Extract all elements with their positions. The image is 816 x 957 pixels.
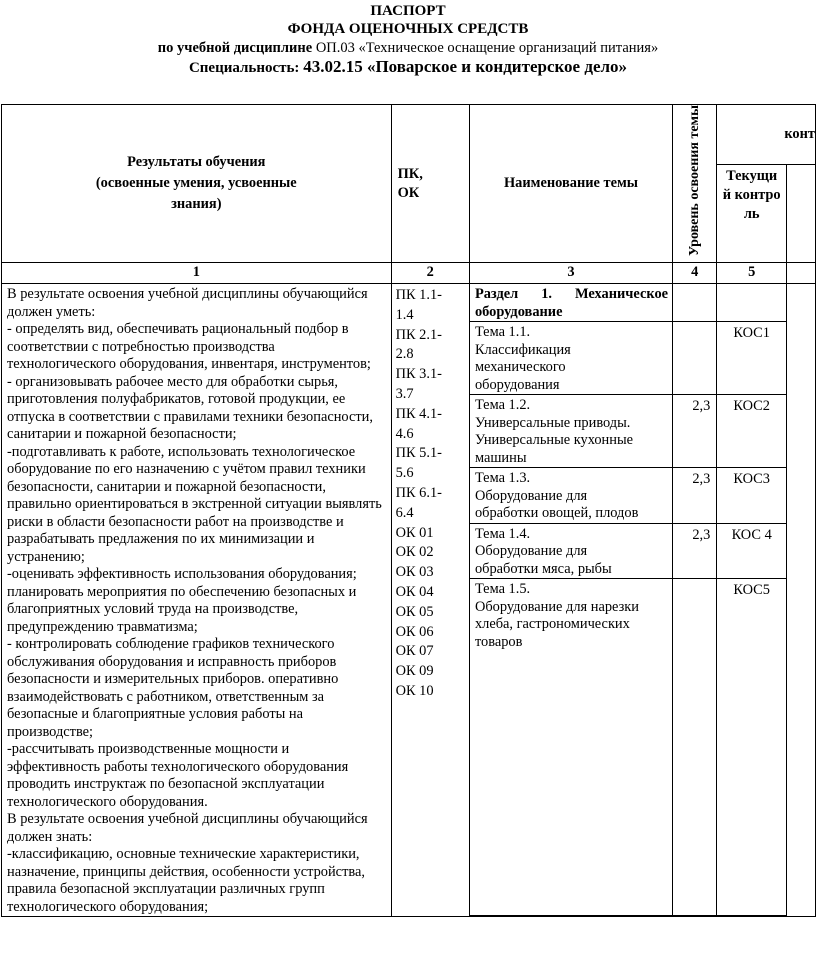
outcome-paragraph: -классификацию, основные технические характеристики, назначение, принципы действия, особенности устройства, правила безопасной эксплуатации различных групп технологического оборудования; bbox=[7, 846, 365, 915]
competency: ОК 01 bbox=[395, 524, 434, 541]
competency: ОК 07 bbox=[395, 643, 434, 660]
outcome-paragraph: -рассчитывать производственные мощности и эффективность работы технологического оборудования проводить инструктаж по безопасной эксплуатации технологического оборудования. bbox=[7, 741, 349, 810]
filler-cell bbox=[717, 916, 787, 917]
competency: ОК 02 bbox=[395, 544, 434, 561]
topic-cell: Тема 1.1. Классификация механического оборудования bbox=[469, 322, 672, 395]
competency: ОК 05 bbox=[395, 603, 434, 620]
assessment-table bbox=[1, 104, 816, 917]
outcome-paragraph: -оценивать эффективность использования оборудования; планировать мероприятия по обеспечению безопасных и благоприятных условий труда на производстве, предупреждению травматизма; bbox=[7, 566, 357, 635]
specialty-line bbox=[0, 57, 816, 77]
control-cell: КОС5 bbox=[717, 579, 787, 916]
competency: ОК 06 bbox=[395, 623, 434, 640]
outcome-paragraph: В результате освоения учебной дисциплины обучающийся должен уметь: bbox=[7, 286, 368, 320]
outcome-paragraph: - контролировать соблюдение графиков технического обслуживания оборудования и исправность приборов безопасности и измерительных приборов. оперативно взаимодействовать с работником, ответственным за безопасные и благоприятные условия работы на производстве; bbox=[7, 636, 339, 740]
col-number-empty bbox=[786, 263, 815, 284]
competency: 2.8 bbox=[395, 346, 414, 363]
competency: ПК 4.1- bbox=[395, 405, 442, 422]
control-cell bbox=[717, 284, 787, 322]
competency: ОК 10 bbox=[395, 682, 434, 699]
competency: 1.4 bbox=[395, 306, 414, 323]
discipline-value: ОП.03 «Техническое оснащение организаций питания» bbox=[315, 40, 659, 56]
col-number: 1 bbox=[2, 263, 392, 284]
control-cell: КОС2 bbox=[717, 395, 787, 468]
competency: ОК 03 bbox=[395, 564, 434, 581]
outcome-paragraph: - определять вид, обеспечивать рациональный подбор в соответствии с потребностью производства технологического оборудования, инвентаря, инструментов; bbox=[7, 321, 371, 372]
control-cell: КОС1 bbox=[717, 322, 787, 395]
competency: 6.4 bbox=[395, 504, 414, 521]
passport-title: ПАСПОРТ bbox=[370, 3, 446, 19]
competency: ПК 2.1- bbox=[395, 326, 442, 343]
competency: ПК 5.1- bbox=[395, 445, 442, 462]
outcome-paragraph: - организовывать рабочее место для обработки сырья, приготовления полуфабрикатов, готовой продукции, ее отпуска в соответствии с правилами техники безопасности, санитарии и пожарной безопасности; bbox=[7, 373, 373, 442]
topic-cell: Тема 1.4. Оборудование для обработки мяса, рыбы bbox=[469, 523, 672, 579]
header-topic: Наименование темы bbox=[469, 105, 672, 263]
competency: ПК 6.1- bbox=[395, 484, 442, 501]
topic-cell: Тема 1.2. Универсальные приводы. Универсальные кухонные машины bbox=[469, 395, 672, 468]
col-number: 5 bbox=[717, 263, 787, 284]
filler-cell bbox=[673, 916, 717, 917]
column-numbers-row bbox=[2, 263, 816, 284]
control-cell: КОС3 bbox=[717, 468, 787, 524]
specialty-label: Специальность: bbox=[188, 60, 300, 76]
level-cell bbox=[673, 322, 717, 395]
header-competencies: ПК, ОК bbox=[391, 105, 469, 263]
competency: ОК 04 bbox=[395, 583, 434, 600]
level-cell: 2,3 bbox=[673, 523, 717, 579]
level-cell bbox=[673, 284, 717, 322]
col-number: 4 bbox=[673, 263, 717, 284]
header-current-control: Текущий контроль bbox=[717, 165, 787, 263]
competency: 5.6 bbox=[395, 465, 414, 482]
col-number: 3 bbox=[469, 263, 672, 284]
outcome-paragraph: В результате освоения учебной дисциплины обучающийся должен знать: bbox=[7, 811, 368, 845]
topic-cell: Тема 1.3. Оборудование для обработки овощей, плодов bbox=[469, 468, 672, 524]
header-control: конт bbox=[717, 105, 816, 165]
fund-title: ФОНДА ОЦЕНОЧНЫХ СРЕДСТВ bbox=[287, 21, 529, 37]
col-number: 2 bbox=[391, 263, 469, 284]
competency: 3.7 bbox=[395, 385, 414, 402]
last-column-cell bbox=[786, 284, 815, 917]
filler-cell bbox=[469, 916, 672, 917]
competencies-cell bbox=[391, 284, 469, 917]
discipline-line bbox=[0, 40, 816, 57]
level-cell: 2,3 bbox=[673, 395, 717, 468]
competency: ОК 09 bbox=[395, 663, 434, 680]
competency: ПК 1.1- bbox=[395, 287, 442, 303]
section-title-cell: Раздел 1. Механическое оборудование bbox=[469, 284, 672, 322]
header-results: Результаты обучения (освоенные умения, усвоенные знания) bbox=[2, 105, 392, 263]
header-empty-cell bbox=[786, 165, 815, 263]
level-cell bbox=[673, 579, 717, 916]
discipline-label: по учебной дисциплине bbox=[157, 40, 313, 56]
competency: ПК 3.1- bbox=[395, 366, 442, 383]
specialty-value: 43.02.15 «Поварское и кондитерское дело» bbox=[303, 57, 628, 76]
topic-cell: Тема 1.5. Оборудование для нарезки хлеба, гастрономических товаров bbox=[469, 579, 672, 916]
outcome-paragraph: -подготавливать к работе, использовать технологическое оборудование по его назначению с учётом правил техники безопасности, санитарии и пожарной безопасности, правильно ориентироваться в экстренной ситуации выявлять риски в области безопасности работ на производстве и разрабатывать предлажения по их минимизации и устранению; bbox=[7, 443, 382, 565]
learning-outcomes-cell bbox=[2, 284, 392, 917]
level-cell: 2,3 bbox=[673, 468, 717, 524]
control-cell: КОС 4 bbox=[717, 523, 787, 579]
header-level: Уровень освоения темы bbox=[673, 105, 717, 263]
competency: 4.6 bbox=[395, 425, 414, 442]
